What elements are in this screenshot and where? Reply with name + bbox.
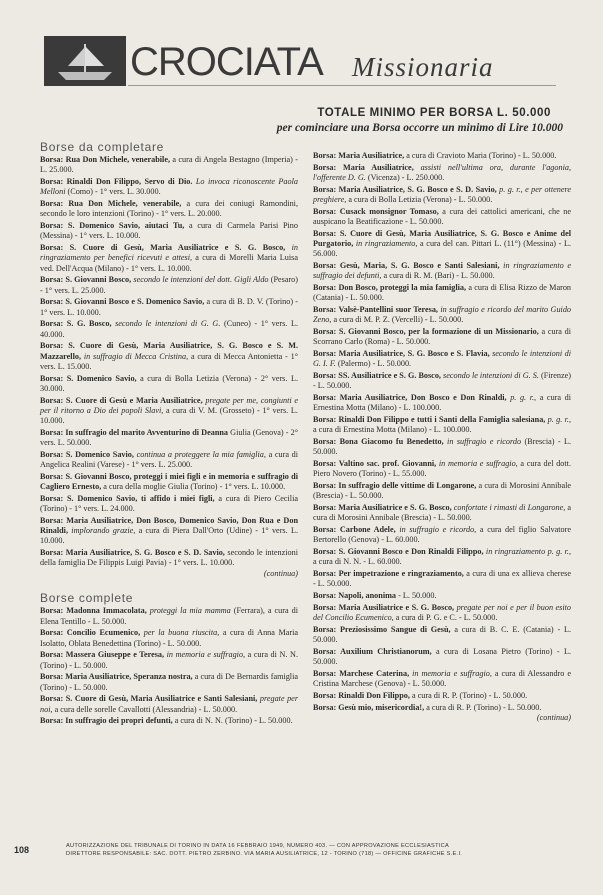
borsa-entry-name: Borsa: S. Cuore di Gesù, Maria Ausiliatrice, S. G. Bosco e Anime del Purgatorio,	[313, 228, 571, 248]
borsa-entry-name: Borsa: Napoli, anonima	[313, 591, 397, 600]
borsa-entry	[40, 297, 298, 317]
borsa-entry	[40, 516, 298, 547]
borsa-entry-name: Borsa: Cusack monsignor Tomaso,	[313, 206, 439, 216]
borsa-entry-name: Borsa: Marchese Caterina,	[313, 668, 410, 678]
borsa-entry-detail: a cura di Morosini Annibale (Brescia) - L. 50.000.	[313, 481, 571, 501]
borsa-entry	[40, 650, 298, 670]
borsa-entry	[313, 305, 571, 325]
borsa-entry	[313, 261, 571, 281]
borsa-entry-name: Borsa: Rinaldi Don Filippo e tutti i Santi della Famiglia salesiana,	[313, 415, 546, 424]
continua-label: (continua)	[536, 713, 571, 723]
borsa-entry-intention: p. g. r., e per ottenere preghiere,	[313, 184, 571, 204]
borsa-entry	[40, 341, 298, 372]
borsa-entry-detail: a cura di Piero Cecilia (Torino) - 1° vers. L. 24.000.	[40, 493, 298, 514]
borsa-entry-detail: a cura dei coniugi Ramondini, secondo le loro intenzioni (Torino) - 1° vers. L. 20.000.	[40, 199, 299, 219]
footer-line-director: DIRETTORE RESPONSABILE: SAC. DOTT. PIETRO ZERBINO. VIA MARIA AUSILIATRICE, 12 - TORINO (718) — OFFICINE GRAFICHE S.E.I.	[66, 851, 463, 857]
total-minimum-heading: TOTALE MINIMO PER BORSA L. 50.000	[317, 107, 551, 119]
borsa-entry-intention: p. g. r.,	[506, 393, 537, 402]
borsa-entry	[313, 163, 571, 183]
borsa-entry-detail: a cura di Piera Dall'Orto (Udine) - 1° vers. L. 10.000.	[40, 526, 298, 546]
borsa-entry	[40, 374, 298, 394]
borsa-entry	[313, 569, 571, 589]
borsa-entry-detail: a cura di De Bernardis famiglia (Torino) - L. 50.000.	[40, 672, 298, 692]
borsa-entry-detail: a cura di Angelica Realini (Varese) - 1° vers. L. 25.000.	[40, 449, 298, 470]
borsa-entry-name: Borsa: SS. Ausiliatrice e S. G. Bosco,	[313, 371, 441, 380]
borsa-entry-intention: in ringraziamento per benefici ricevuti e attesi,	[40, 243, 298, 263]
borsa-entry-intention: in suffragio e ricordo,	[395, 525, 477, 534]
borsa-entry	[40, 155, 298, 175]
masthead-title: CROCIATA	[130, 40, 323, 84]
borsa-entry-detail: Giulia (Genova) - 2° vers. L. 50.000.	[40, 427, 298, 448]
borsa-entry-intention: continua a proteggere la mia famiglia,	[133, 449, 266, 459]
borsa-entry-name: Borsa: Gesù, Maria, S. G. Bosco e Santi Salesiani,	[313, 261, 500, 270]
borsa-entry-detail: a cura di B. C. E. (Catania) - L. 50.000.	[313, 624, 571, 644]
borsa-entry-name: Borsa: In suffragio delle vittime di Longarone,	[313, 481, 477, 490]
borsa-entry	[40, 319, 298, 339]
borsa-entry-name: Borsa: S. Cuore di Gesù, Maria Ausiliatrice e S. G. Bosco,	[40, 243, 286, 253]
borsa-entry-name: Borsa: Per impetrazione e ringraziamento,	[313, 569, 464, 578]
borsa-entry	[40, 606, 298, 626]
borsa-entry-detail: - L. 50.000.	[396, 591, 437, 600]
borsa-entry	[40, 716, 298, 726]
borsa-entry-name: Borsa: Valsè-Pantellini suor Teresa,	[313, 305, 438, 314]
masthead	[44, 36, 564, 88]
borsa-entry-intention: p. g. r.,	[545, 415, 571, 424]
borsa-entry-intention: in ringraziamento e suffragio dei defunti,	[313, 261, 571, 281]
borsa-entry-detail: a cura di M. P. Z. (Vercelli) - L. 50.000.	[331, 315, 464, 325]
borsa-entry	[313, 647, 571, 667]
borsa-entry-detail: (Vicenza) - L. 250.000.	[365, 173, 445, 182]
borsa-entry-intention: implorando grazie,	[68, 526, 136, 536]
borsa-entry-intention: Lo invoca riconoscente Paola Melloni	[40, 177, 298, 197]
borsa-entry-intention: secondo le intenzioni di G. I. F.	[313, 349, 571, 369]
borsa-entry-name: Borsa: Maria Ausiliatrice, Don Bosco, Domenico Savio, Don Rua e Don Rinaldi,	[40, 515, 298, 536]
borsa-entry-intention: pregate per noi e per il buon esito del Concilio Ecumenico,	[313, 602, 571, 622]
borsa-entry	[40, 672, 298, 692]
borsa-entry-detail: a cura di Bolla Letizia (Verona) - L. 50.000.	[346, 195, 493, 204]
section2-entries	[40, 606, 298, 726]
borsa-entry-name: Borsa: S. Domenico Savio, aiutaci Tu,	[40, 221, 185, 231]
borsa-entry-name: Borsa: Maria Ausiliatrice, Speranza nostra,	[40, 672, 193, 682]
borsa-entry-detail: a cura del dott. Piero Novero (Torino) - L. 55.000.	[313, 459, 571, 479]
borsa-entry-detail: a cura di Morosini Annibale (Brescia) - L. 50.000.	[313, 503, 571, 523]
borsa-entry-detail: a cura di Scorrano Carlo (Roma) - L. 50.000.	[313, 327, 571, 347]
borsa-entry	[40, 694, 298, 714]
borsa-entry-intention: in ringraziamento p. g. r.,	[483, 547, 572, 556]
borsa-entry-detail: (Ferrara), a cura di Elena Tentillo - L. 50.000.	[40, 606, 298, 626]
borsa-entry-detail: a cura di una ex allieva cherese - L. 50.000.	[313, 569, 571, 589]
borsa-entry-name: Borsa: Maria Ausiliatrice, S. G. Bosco e S. D. Savio,	[313, 184, 497, 194]
borsa-entry	[313, 437, 571, 457]
borsa-entry-name: Borsa: S. Domenico Savio,	[40, 449, 134, 459]
borsa-entry-intention: confortate i rimasti di Longarone,	[451, 503, 566, 512]
borsa-entry-name: Borsa: Maria Ausiliatrice, Don Bosco e Don Rinaldi,	[313, 393, 507, 402]
borsa-entry-name: Borsa: Carbone Adele,	[313, 525, 396, 534]
borsa-entry	[313, 349, 571, 369]
borsa-entry	[313, 503, 571, 523]
minimum-subheading: per cominciare una Borsa occorre un minimo di Lire 10.000	[276, 122, 563, 134]
borsa-entry-detail: a cura di R. P. (Torino) - L. 50.000.	[424, 702, 542, 712]
borsa-entry	[40, 177, 298, 197]
borsa-entry	[313, 393, 571, 413]
borsa-entry-name: Borsa: S. Cuore di Gesù, Maria Ausiliatrice, S. G. Bosco e S. M. Mazzarello,	[40, 341, 298, 361]
borsa-entry-detail: (Pesaro) - 1° vers. L. 25.000.	[40, 275, 299, 295]
borsa-entry-detail: a cura di N. N. (Torino) - L. 50.000.	[40, 650, 298, 670]
borsa-entry-detail: a cura del figlio Salvatore Bertorello (Genova) - L. 60.000.	[313, 525, 571, 545]
borsa-entry	[40, 494, 298, 514]
borsa-entry	[313, 691, 571, 701]
borsa-entry	[313, 525, 571, 545]
borsa-entry-detail: a cura di Angela Bestagno (Imperia) - L. 25.000.	[40, 155, 299, 175]
borsa-entry	[40, 428, 298, 448]
borsa-entry	[40, 548, 298, 568]
borsa-entry	[313, 603, 571, 623]
borsa-entry-name: Borsa: Maria Ausiliatrice, S. G. Bosco e S. D. Savio,	[40, 548, 225, 558]
borsa-entry-name: Borsa: In suffragio dei propri defunti,	[40, 716, 173, 726]
borsa-entry	[313, 481, 571, 501]
borsa-entry-name: Borsa: In suffragio del marito Avventurino di Deanna	[40, 427, 229, 437]
borsa-entry-detail: a cura di Mecca Antonietta - 1° vers. L. 15.000.	[40, 351, 298, 371]
borsa-entry	[313, 327, 571, 347]
borsa-entry-intention: per la buona riuscita,	[140, 628, 220, 638]
borsa-entry	[40, 199, 298, 219]
borsa-entry	[313, 625, 571, 645]
borsa-entry-name: Borsa: S. Giovanni Bosco e Don Rinaldi Filippo,	[313, 547, 484, 556]
borsa-entry-name: Borsa: Rua Don Michele, venerabile,	[40, 155, 171, 165]
borsa-entry-name: Borsa: Rinaldi Don Filippo,	[313, 690, 410, 700]
borsa-entry-name: Borsa: Maria Ausiliatrice e S. G. Bosco,	[313, 602, 455, 612]
masthead-script: Missionaria	[352, 52, 494, 82]
borsa-entry-name: Borsa: Valtino sac. prof. Giovanni,	[313, 459, 437, 468]
borsa-entry-intention: secondo le intenzioni di G. S.	[440, 371, 539, 380]
borsa-entry-intention: assisti nell'ultima ora, durante l'agonia, l'offerente D. G.	[313, 162, 572, 182]
borsa-entry-name: Borsa: Maria Ausiliatrice,	[313, 162, 414, 172]
borsa-entry-name: Borsa: Preziosissimo Sangue di Gesù,	[313, 624, 451, 634]
borsa-entry-name: Borsa: S. Giovanni Bosco e S. Domenico Savio,	[40, 297, 205, 307]
borsa-entry-intention: in memoria e suffragio,	[409, 668, 492, 678]
section3-entries	[313, 151, 571, 713]
borsa-entry	[313, 703, 571, 713]
borsa-entry-name: Borsa: S. Cuore di Gesù e Maria Ausiliatrice,	[40, 395, 203, 405]
borsa-entry-detail: a cura di R. M. (Bari) - L. 50.000.	[381, 271, 495, 281]
borsa-entry-intention: secondo le intenzioni di G. G.	[111, 319, 221, 329]
borsa-entry-detail: secondo le intenzioni della famiglia De Filippis Luigi Pavia) - 1° vers. L. 10.000.	[40, 548, 298, 568]
left-column	[40, 142, 298, 728]
borsa-entry-name: Borsa: Don Bosco, proteggi la mia famiglia,	[313, 283, 467, 292]
borsa-entry-detail: a cura dei cattolici americani, che ne auspicano la Beatificazione - L. 50.000.	[313, 206, 571, 226]
borsa-entry	[40, 221, 298, 241]
borsa-entry	[40, 396, 298, 427]
section-title-complete: Borse complete	[40, 591, 134, 606]
borsa-entry	[313, 151, 571, 161]
borsa-entry-name: Borsa: Maria Ausiliatrice,	[313, 151, 405, 160]
borsa-entry-intention: in memoria e suffragio,	[164, 650, 246, 660]
borsa-entry	[313, 415, 571, 435]
borsa-entry-detail: a cura di Ernestina Motta (Milano) - L. 100.000.	[313, 425, 472, 435]
section1-entries	[40, 155, 298, 568]
borsa-entry-detail: a cura di N. N. (Torino) - L. 50.000.	[172, 716, 293, 726]
ship-logo-icon	[44, 36, 126, 86]
borsa-entry-detail: a cura di Elisa Rizzo de Maron (Catania) - L. 50.000.	[313, 283, 572, 303]
borsa-entry	[313, 459, 571, 479]
borsa-entry	[313, 229, 571, 260]
footer	[66, 842, 571, 858]
borsa-entry-intention: in suffragio e ricordo	[443, 437, 522, 446]
borsa-entry-intention: pregate per me, congiunti e per il ritorno a Dio dei popoli Slavi,	[40, 395, 298, 415]
borsa-entry-name: Borsa: Maria Ausiliatrice e S. G. Bosco,	[313, 503, 452, 512]
borsa-entry	[313, 207, 571, 227]
borsa-entry-name: Borsa: S. Domenico Savio,	[40, 373, 137, 383]
borsa-entry-detail: a cura di Ernestina Motta (Milano) - L. 100.000.	[313, 393, 572, 413]
borsa-entry-name: Borsa: S. Domenico Savio, ti affido i miei figli,	[40, 493, 215, 503]
borsa-entry	[313, 283, 571, 303]
borsa-entry-intention: in suffragio di Mecca Cristina,	[81, 351, 189, 361]
borsa-entry-detail: (Como) - 1° vers. L. 30.000.	[65, 187, 161, 197]
borsa-entry-detail: a cura di Anna Maria Isolatto, Oblata Benedettina (Torino) - L. 50.000.	[40, 628, 299, 648]
borsa-entry-name: Borsa: S. G. Bosco,	[40, 319, 112, 329]
borsa-entry-name: Borsa: S. Cuore di Gesù, Maria Ausiliatrice e Santi Salesiani,	[40, 694, 258, 704]
section-title-completare: Borse da completare	[40, 140, 165, 154]
borsa-entry-detail: a cura di Morelli Maria Luisa ved. Dell'Acqua (Milano) - 1° vers. L. 10.000.	[40, 253, 298, 273]
borsa-entry-intention: in suffragio e ricordo del marito Guido Zeno,	[313, 305, 572, 325]
borsa-entry-name: Borsa: Madonna Immacolata,	[40, 606, 147, 616]
borsa-entry-detail: a cura di Cravioto Maria (Torino) - L. 50.000.	[404, 151, 557, 160]
borsa-entry-name: Borsa: Massera Giuseppe e Teresa,	[40, 650, 165, 660]
borsa-entry-name: Borsa: Bona Giacomo fu Benedetto,	[313, 437, 444, 446]
footer-line-authorization: AUTORIZZAZIONE DEL TRIBUNALE DI TORINO IN DATA 16 FEBBRAIO 1949, NUMERO 403. — CON APPROVAZIONE ECCLESIASTICA	[66, 843, 450, 849]
borsa-entry-detail: (Cuneo) - 1° vers. L. 40.000.	[40, 319, 298, 339]
borsa-entry	[40, 243, 298, 274]
borsa-entry-intention: proteggi la mia mamma	[146, 606, 231, 616]
masthead-rule	[128, 85, 556, 86]
borsa-entry	[40, 472, 298, 492]
page-number: 108	[14, 845, 30, 855]
borsa-entry-name: Borsa: S. Giovanni Bosco, proteggi i miei figli e in memoria e suffragio di Cagliero Ernesto,	[40, 471, 298, 492]
borsa-entry-detail: a cura del can. Pittari L. (11°) (Messina) - L. 56.000.	[313, 239, 571, 259]
borsa-entry-name: Borsa: Rua Don Michele, venerabile,	[40, 199, 182, 209]
borsa-entry	[40, 275, 298, 295]
borsa-entry-name: Borsa: Gesù mio, misericordia!,	[313, 702, 425, 712]
borsa-entry-detail: a cura di N. N. - L. 60.000.	[313, 557, 402, 567]
borsa-entry	[40, 628, 298, 648]
borsa-entry	[313, 371, 571, 391]
borsa-entry-intention: in memoria e suffragio,	[436, 459, 518, 468]
borsa-entry	[313, 591, 571, 601]
borsa-entry-name: Borsa: Concilio Ecumenico,	[40, 628, 141, 638]
borsa-entry-intention: pregate per noi,	[40, 694, 298, 714]
borsa-entry	[40, 450, 298, 470]
borsa-entry-detail: a cura della moglie Giulia (Torino) - 1° vers. L. 10.000.	[101, 482, 286, 492]
continua-label: (continua)	[263, 569, 298, 579]
borsa-entry-name: Borsa: S. Giovanni Bosco, per la formazione di un Missionario,	[313, 327, 539, 336]
borsa-entry	[313, 185, 571, 205]
borsa-entry-detail: a cura di Losana Pietro (Torino) - L. 50.000.	[313, 646, 571, 666]
borsa-entry-detail: a cura di R. P. (Torino) - L. 50.000.	[409, 690, 528, 700]
borsa-entry-detail: a cura di Bolla Letizia (Verona) - 2° vers. L. 30.000.	[40, 373, 299, 393]
right-column	[313, 151, 571, 724]
borsa-entry-detail: (Palermo) - L. 50.000.	[335, 359, 412, 369]
borsa-entry-name: Borsa: S. Giovanni Bosco,	[40, 275, 132, 285]
borsa-entry	[313, 669, 571, 689]
borsa-entry-detail: a cura di V. M. (Grosseto) - 1° vers. L. 10.000.	[40, 405, 298, 426]
borsa-entry-detail: a cura di P. G. e C. - L. 50.000.	[393, 613, 498, 622]
borsa-entry-detail: (Brescia) - L. 50.000.	[313, 437, 571, 457]
borsa-entry-detail: (Firenze) - L. 50.000.	[313, 371, 571, 391]
borsa-entry-detail: a cura di B. D. V. (Torino) - 1° vers. L. 10.000.	[40, 297, 298, 317]
borsa-entry-intention: in ringraziamento,	[353, 239, 418, 248]
borsa-entry-detail: a cura di Carmela Parisi Pino (Messina) - 1° vers. L. 10.000.	[40, 221, 298, 241]
borsa-entry-name: Borsa: Auxilium Christianorum,	[313, 646, 432, 656]
borsa-entry	[313, 547, 571, 567]
borsa-entry-detail: a cura delle sorelle Cavallotti (Alessandria) - L. 50.000.	[52, 704, 238, 714]
borsa-entry-detail: a cura di Alessandro e Cristina Marchese (Genova) - L. 50.000.	[313, 668, 571, 688]
borsa-entry-name: Borsa: Maria Ausiliatrice, S. G. Bosco e S. Flavia,	[313, 349, 490, 358]
borsa-entry-intention: secondo le intenzioni del dott. Gigli Aldo	[131, 275, 269, 285]
borsa-entry-name: Borsa: Rinaldi Don Filippo, Servo di Dio.	[40, 177, 193, 187]
